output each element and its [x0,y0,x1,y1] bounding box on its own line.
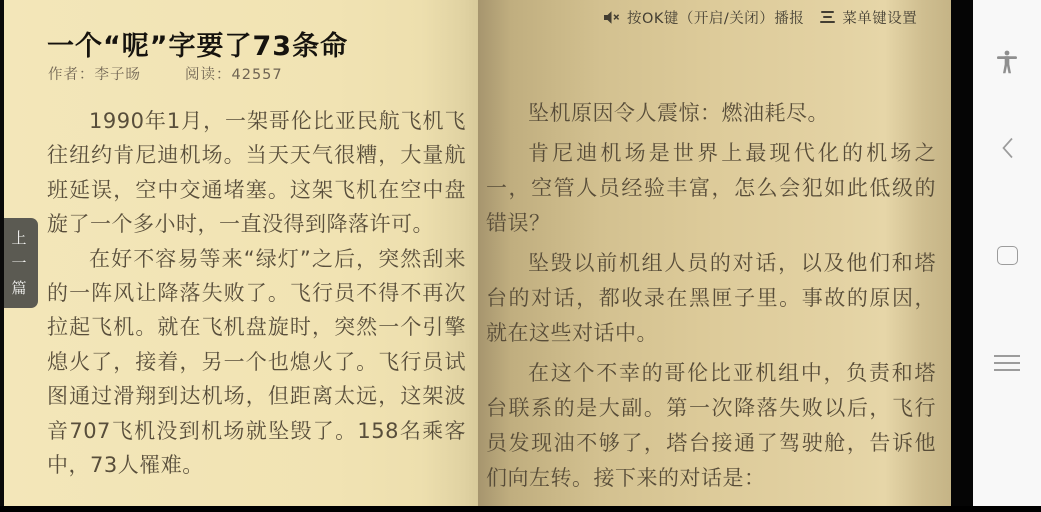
page-edge-strip [951,0,973,512]
tts-toggle-hint: 按OK键（开启/关闭）播报 [627,10,805,27]
home-square-shape [997,246,1018,265]
hamburger-lines [994,355,1020,371]
previous-article-tab[interactable] [0,218,38,308]
paragraph: 坠机原因令人震惊：燃油耗尽。 [528,101,829,125]
article-right-page [478,0,951,506]
article-left-page [4,0,478,506]
paragraph: 在好不容易等来“绿灯”之后，突然刮来的一阵风让降落失败了。飞行员不得不再次拉起飞机。就在飞机盘旋时，突然一个引擎熄火了，接着，另一个也熄火了。飞行员试图通过滑翔到达机场，但距离太远，这架波音707飞机没到机场就坠毁了。158名乘客中，73人罹难。 [47,246,466,478]
accessibility-icon[interactable] [973,45,1041,79]
speaker-muted-icon [603,10,620,25]
paragraph: 在这个不幸的哥伦比亚机组中，负责和塔台联系的是大副。第一次降落失败以后，飞行员发现油不够了，塔台接通了驾驶舱，告诉他们向左转。接下来的对话是： [486,361,936,490]
menu-key-icon [820,11,835,23]
article-read-count: 阅读：42557 [185,67,283,83]
article-author: 作者：李子旸 [48,67,141,83]
article-meta [48,63,283,84]
paragraph: 1990年1月，一架哥伦比亚民航飞机飞往纽约肯尼迪机场。当天天气很糟，大量航班延误，空中交通堵塞。这架飞机在空中盘旋了一个多小时，一直没得到降落许可。 [47,109,466,237]
home-square-icon[interactable] [973,238,1041,272]
screen-left-edge [0,0,4,512]
screen-bottom-edge [0,506,1041,512]
menu-settings-hint: 菜单键设置 [842,10,918,27]
paragraph: 坠毁以前机组人员的对话，以及他们和塔台的对话，都收录在黑匣子里。事故的原因，就在这些对话中。 [486,251,936,345]
system-sidebar [973,0,1041,506]
hamburger-menu-icon[interactable] [973,346,1041,380]
back-chevron-icon[interactable] [973,131,1041,165]
left-text-column [47,104,466,482]
article-title: 一个“呢”字要了73条命 [47,31,349,62]
paragraph: 肯尼迪机场是世界上最现代化的机场之一，空管人员经验丰富，怎么会犯如此低级的错误？ [486,141,936,235]
right-text-column [486,96,936,501]
topbar [603,6,917,28]
previous-article-label: 上一篇 [11,228,27,297]
